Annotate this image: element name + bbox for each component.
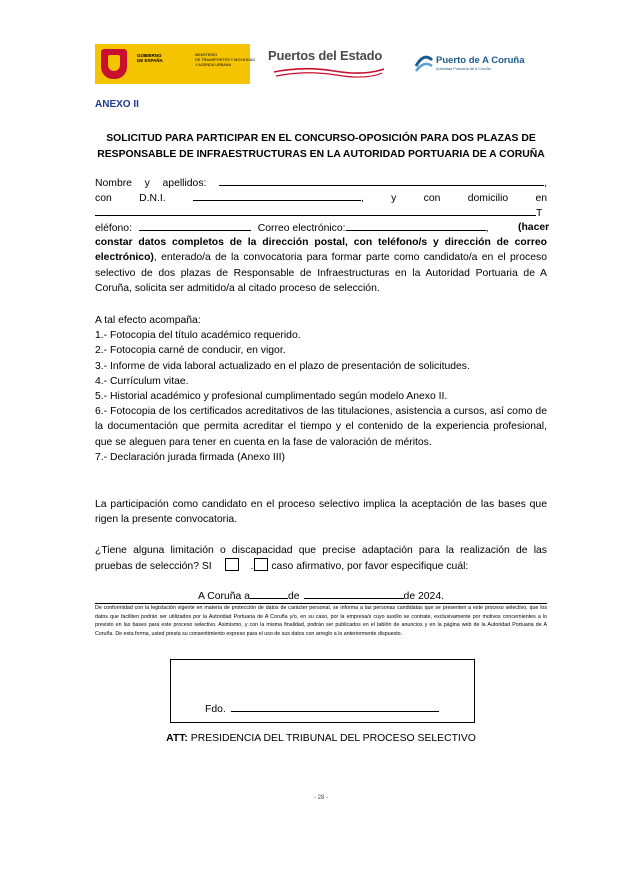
attachment-item: 1.- Fotocopia del título académico requerido. [95,330,301,342]
participation-paragraph: La participación como candidato en el proceso selectivo implica la aceptación de las bases que rigen la presente convocatoria. [95,499,547,526]
no-checkbox[interactable] [254,558,268,571]
annex-heading: ANEXO II [95,99,139,110]
question-rest: caso afirmativo, por favor especifique cuál: [271,561,469,572]
date-day-field[interactable] [250,588,288,599]
bold-note: (hacer constar datos completos de la dirección postal, con teléfono/s y dirección de correo electrónico) [95,222,550,264]
signature-label: Fdo. [205,704,226,715]
attachment-item: 4.- Currículum vitae. [95,375,189,387]
att-label: ATT: [166,733,188,744]
att-line [95,733,547,744]
y-con-label: y con [391,193,441,204]
comma: , [544,178,547,189]
address-line [95,205,547,220]
puerto-coruna-logo [414,50,534,78]
address-field[interactable] [95,205,536,216]
dni-line [95,190,547,205]
signature-line [205,701,439,715]
phone-line: eléfono: Correo electrónico: , [95,220,547,235]
coat-of-arms-icon [101,49,127,79]
phone-label: eléfono: [95,223,132,234]
domicilio-label: domicilio en [467,193,548,204]
date-line [95,588,547,602]
con-label: con [95,193,112,204]
name-field[interactable] [219,175,544,186]
question-line-1: ¿Tiene alguna limitación o discapacidad que precise adaptación para la realización de las [95,545,547,556]
question-dot: . [250,561,254,572]
comma-2: , [360,193,364,204]
puertos-del-estado-text: Puertos del Estado [268,48,383,63]
att-recipient: PRESIDENCIA DEL TRIBUNAL DEL PROCESO SELECTIVO [187,733,476,744]
waves-icon [274,66,384,80]
date-de: de [287,591,300,602]
si-checkbox[interactable] [225,558,239,571]
attachment-item: 5.- Historial académico y profesional cumplimentado según modelo Anexo II. [95,391,448,403]
legal-notice: De conformidad con la legislación vigente en materia de protección de datos de carácter personal, se informa a las personas candidatas que se presenten a este proceso selectivo, que los datos que faciliten podrán ser utilizados por la Autoridad Portuaria de A Coruña y/o, en su caso, por la empresa/s cuyo auxilio se contrate, exclusivamente por motivos concernientes a lo previsto en las bases para este proceso selectivo. Asimismo, y con la misma finalidad, podrán ser publicados en el tablón de anuncios y en la página web de la Autoridad Portuaria de A Coruña. De esta forma, usted presta su consentimiento expreso para el uso de sus datos con arreglo a lo anteriormente dispuesto. [95,605,547,637]
puertos-del-estado-logo [266,48,391,82]
tel-t: T [536,208,543,219]
attachments-section [95,313,547,465]
date-month-field[interactable] [304,588,404,599]
dni-label: D.N.I. [139,193,166,204]
attachments-intro: A tal efecto acompaña: [95,315,201,326]
declaration-text: , enterado/a de la convocatoria para formar parte como candidato/a en el proceso selectivo de dos plazas de Responsable de Infraestructuras en la Autoridad Portuaria de A Coruña, solicita ser admitido/a al citado proceso de selección. [95,252,547,294]
attachment-item: 7.- Declaración jurada firmada (Anexo III) [95,451,285,463]
puerto-coruna-text: Puerto de A Coruña [436,55,525,66]
document-title: SOLICITUD PARA PARTICIPAR EN EL CONCURSO-OPOSICIÓN PARA DOS PLAZAS DE RESPONSABLE DE INFRAESTRUCTURAS EN LA AUTORIDAD PORTUARIA DE A CORUÑA [97,133,545,160]
gobierno-logo [95,44,256,84]
signature-field[interactable] [231,701,439,712]
attachment-item: 6.- Fotocopia de los certificados acreditativos de las titulaciones, asistencia a cursos, así como de la documentación que permita acreditar el tiempo y el contenido de la experiencia profesional, que se aleguen para tener en cuenta en la fase de valoración de méritos. [95,406,547,448]
question-si-label: pruebas de selección? SI [95,561,212,572]
name-label: Nombre y apellidos: [95,178,207,189]
dni-field[interactable] [193,190,361,201]
puerto-coruna-subtext: Autoridad Portuaria de A Coruña [436,67,491,71]
name-line [95,175,547,190]
attachment-item: 3.- Informe de vida laboral actualizado en el plazo de presentación de solicitudes. [95,360,470,372]
date-year: de 2024. [403,591,444,602]
declaration-paragraph [95,220,550,296]
date-place: A Coruña a [197,591,250,602]
page-number: - 28 - [313,795,328,801]
puerto-mark-icon [414,52,434,74]
email-label: Correo electrónico: [257,223,346,234]
ministerio-text: MINISTERIO DE TRANSPORTES Y MOVILIDAD Y AGENDA URBANA [195,53,256,67]
attachment-item: 2.- Fotocopia carné de conducir, en vigor. [95,345,286,357]
question-line-2 [95,558,547,573]
gobierno-text: GOBIERNO DE ESPAÑA [137,53,163,64]
